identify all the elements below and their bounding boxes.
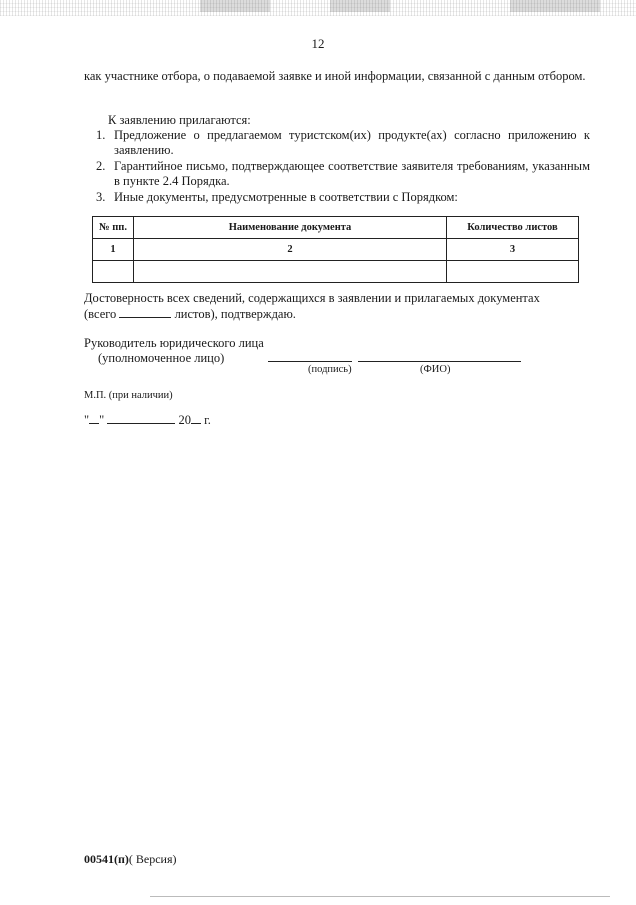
authorized-label: (уполномоченное лицо) [98,351,225,365]
quote-open: " [84,413,90,427]
scan-mark [510,0,600,12]
documents-table [92,216,579,283]
footer-code: 00541(п) [84,852,129,866]
year-blank [191,412,201,424]
confirmation-line-1: Достоверность всех сведений, содержащихся в заявлении и прилагаемых документах [84,291,540,305]
column-header: Количество листов [447,217,579,239]
confirmation-suffix: листов), подтверждаю. [174,307,296,321]
quote-close: " [99,413,105,427]
list-item-text: Иные документы, предусмотренные в соответствии с Порядком: [114,190,458,204]
footer-version: ( Версия) [128,852,177,866]
list-item [96,159,590,189]
signature-line [268,361,352,362]
signature-caption: (подпись) [308,364,352,375]
list-item-text: Предложение о предлагаемом туристском(их) продукте(ах) согласно приложению к заявлению. [114,128,590,157]
table-cell [134,261,447,283]
table-row [93,261,579,283]
table-header-row [93,217,579,239]
sheet-count-blank [119,305,171,318]
intro-paragraph: как участнике отбора, о подаваемой заявке и иной информации, связанной с данным отбором. [84,69,586,83]
name-line [358,361,521,362]
table-cell: 1 [93,239,134,261]
bottom-scan-line [150,896,610,897]
list-item [96,128,590,158]
table-cell [93,261,134,283]
list-item-number: 3. [96,190,106,204]
year-prefix: 20 [178,413,191,427]
column-header: № пп. [93,217,134,239]
head-label: Руководитель юридического лица [84,336,264,350]
table-row [93,239,579,261]
table-cell [447,261,579,283]
list-item-number: 2. [96,159,106,173]
scan-mark [330,0,390,12]
scan-mark [200,0,270,12]
month-blank [107,412,175,424]
confirmation-prefix: (всего [84,307,117,321]
name-caption: (ФИО) [420,364,451,375]
stamp-label: М.П. (при наличии) [84,390,173,401]
list-item [96,190,590,205]
attachments-list [96,128,590,206]
day-blank [89,412,99,424]
table-cell: 2 [134,239,447,261]
year-suffix: г. [204,413,211,427]
date-line [84,412,211,428]
attachments-intro: К заявлению прилагаются: [108,113,251,127]
confirmation-line-2 [84,305,590,322]
table-cell: 3 [447,239,579,261]
list-item-text: Гарантийное письмо, подтверждающее соответствие заявителя требованиям, указанным в пункте 2.4 Порядка. [114,159,590,188]
footer [84,852,177,867]
scan-noise-top [0,0,636,16]
column-header: Наименование документа [134,217,447,239]
page-number: 12 [311,36,325,51]
list-item-number: 1. [96,128,106,142]
